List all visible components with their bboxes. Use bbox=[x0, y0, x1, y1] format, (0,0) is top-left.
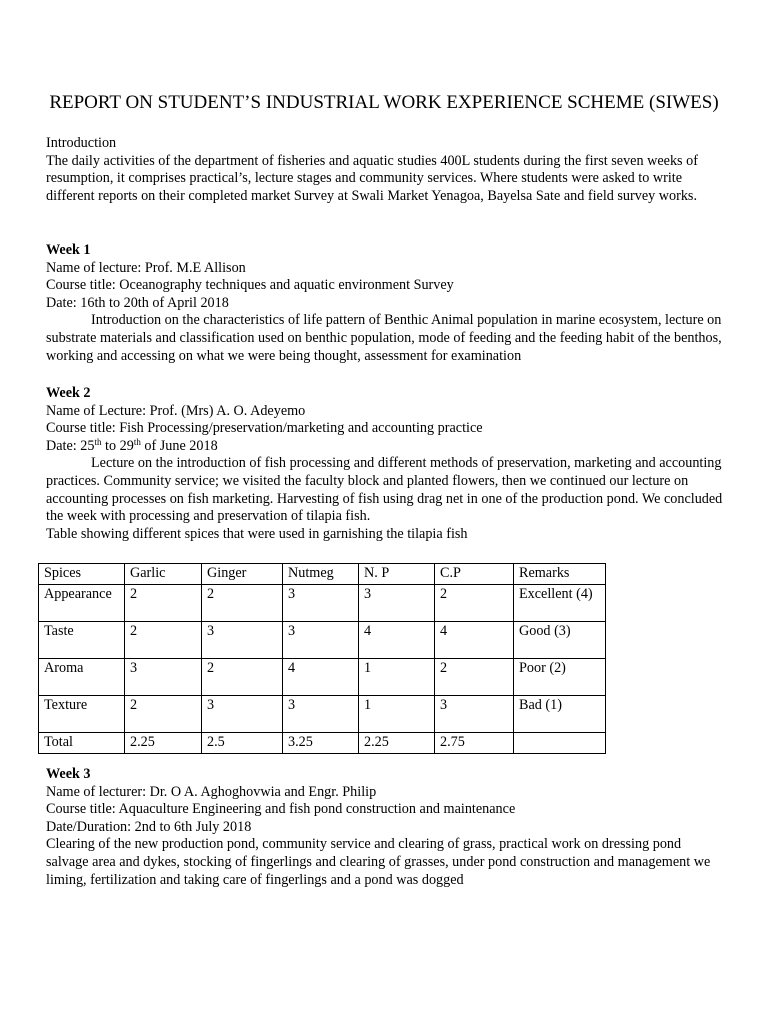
week1-section bbox=[46, 242, 726, 365]
table-cell: 3 bbox=[435, 696, 514, 733]
week1-date: Date: 16th to 20th of April 2018 bbox=[46, 294, 229, 311]
week3-lecturer: Name of lecturer: Dr. O A. Aghoghovwia and Engr. Philip bbox=[46, 783, 377, 800]
table-header-cell: N. P bbox=[359, 564, 435, 585]
table-row bbox=[39, 622, 606, 659]
table-cell: 2 bbox=[125, 696, 202, 733]
spices-table bbox=[38, 563, 606, 754]
week2-course: Course title: Fish Processing/preservation/marketing and accounting practice bbox=[46, 420, 483, 437]
table-cell: 3 bbox=[359, 585, 435, 622]
week2-heading: Week 2 bbox=[46, 385, 91, 401]
table-header-row bbox=[39, 564, 606, 585]
table-cell: 2.25 bbox=[125, 733, 202, 754]
table-header-cell: Garlic bbox=[125, 564, 202, 585]
week3-course: Course title: Aquaculture Engineering and fish pond construction and maintenance bbox=[46, 801, 516, 818]
table-cell: 2.75 bbox=[435, 733, 514, 754]
week2-text: Lecture on the introduction of fish processing and different methods of preservation, marketing and accounting practices. Community service; we visited the faculty block and planted flowers, then we continued our lecture on accounting processes on fish marketing. Harvesting of fish using drag net in one of the production pond. We concluded the week with processing and preservation of tilapia fish. bbox=[46, 455, 723, 525]
report-title: REPORT ON STUDENT’S INDUSTRIAL WORK EXPERIENCE SCHEME (SIWES) bbox=[49, 92, 719, 113]
table-cell: 2 bbox=[125, 585, 202, 622]
table-cell: 4 bbox=[435, 622, 514, 659]
table-cell: 2.5 bbox=[202, 733, 283, 754]
table-row bbox=[39, 696, 606, 733]
week1-text: Introduction on the characteristics of life pattern of Benthic Animal population in marine ecosystem, lecture on substrate materials and classification used on benthic population, mode of feeding and the feeding habit of the benthos, working and accessing on what we were being thought, assessment for examination bbox=[46, 312, 722, 364]
week1-course: Course title: Oceanography techniques and aquatic environment Survey bbox=[46, 277, 454, 294]
table-cell: 3 bbox=[283, 585, 359, 622]
week2-date-prefix: Date: 25 bbox=[46, 437, 95, 454]
week2-section bbox=[46, 385, 726, 543]
table-cell: Aroma bbox=[39, 659, 125, 696]
week3-section bbox=[46, 766, 726, 889]
table-header-cell: Remarks bbox=[514, 564, 606, 585]
week3-date: Date/Duration: 2nd to 6th July 2018 bbox=[46, 818, 252, 835]
table-cell: 3 bbox=[202, 622, 283, 659]
table-cell: Total bbox=[39, 733, 125, 754]
table-cell: Excellent (4) bbox=[514, 585, 606, 622]
table-cell: 2 bbox=[125, 622, 202, 659]
week2-date-mid: to 29 bbox=[101, 437, 134, 454]
table-cell: 3.25 bbox=[283, 733, 359, 754]
table-cell: 3 bbox=[283, 696, 359, 733]
table-cell: Good (3) bbox=[514, 622, 606, 659]
table-cell: Appearance bbox=[39, 585, 125, 622]
table-header-cell: C.P bbox=[435, 564, 514, 585]
table-row bbox=[39, 585, 606, 622]
table-cell: 2 bbox=[435, 585, 514, 622]
table-cell: Poor (2) bbox=[514, 659, 606, 696]
week2-date-sup2: th bbox=[133, 436, 141, 447]
week1-heading: Week 1 bbox=[46, 242, 91, 258]
week1-lecturer: Name of lecture: Prof. M.E Allison bbox=[46, 259, 246, 276]
table-cell bbox=[514, 733, 606, 754]
table-cell: Texture bbox=[39, 696, 125, 733]
week2-date-sup1: th bbox=[94, 436, 102, 447]
table-header-cell: Ginger bbox=[202, 564, 283, 585]
table-total-row bbox=[39, 733, 606, 754]
table-cell: Taste bbox=[39, 622, 125, 659]
table-cell: 1 bbox=[359, 696, 435, 733]
introduction-heading: Introduction bbox=[46, 135, 117, 151]
introduction-text: The daily activities of the department of fisheries and aquatic studies 400L students during the first seven weeks of resumption, it comprises practical’s, lecture stages and community services. Where students were asked to write different reports on their completed market Survey at Swali Market Yenagoa, Bayelsa Sate and field survey works. bbox=[46, 152, 698, 204]
table-cell: 4 bbox=[359, 622, 435, 659]
table-cell: 2 bbox=[202, 585, 283, 622]
table-cell: 3 bbox=[283, 622, 359, 659]
table-cell: 1 bbox=[359, 659, 435, 696]
week3-heading: Week 3 bbox=[46, 766, 91, 782]
table-row bbox=[39, 659, 606, 696]
week2-date bbox=[46, 438, 726, 456]
table-cell: Bad (1) bbox=[514, 696, 606, 733]
week2-date-suffix: of June 2018 bbox=[140, 437, 218, 454]
table-cell: 2.25 bbox=[359, 733, 435, 754]
table-header-cell: Spices bbox=[39, 564, 125, 585]
table-caption: Table showing different spices that were used in garnishing the tilapia fish bbox=[46, 525, 468, 542]
introduction-section bbox=[46, 135, 726, 205]
table-cell: 3 bbox=[202, 696, 283, 733]
week3-text: Clearing of the new production pond, community service and clearing of grass, practical work on dressing pond salvage area and dykes, stocking of fingerlings and clearing of grasses, under pond construction and management we liming, fertilization and taking care of fingerlings and a pond was dogged bbox=[46, 836, 711, 888]
table-cell: 3 bbox=[125, 659, 202, 696]
table-header-cell: Nutmeg bbox=[283, 564, 359, 585]
week2-lecturer: Name of Lecture: Prof. (Mrs) A. O. Adeyemo bbox=[46, 402, 306, 419]
table-cell: 4 bbox=[283, 659, 359, 696]
table-cell: 2 bbox=[435, 659, 514, 696]
table-cell: 2 bbox=[202, 659, 283, 696]
